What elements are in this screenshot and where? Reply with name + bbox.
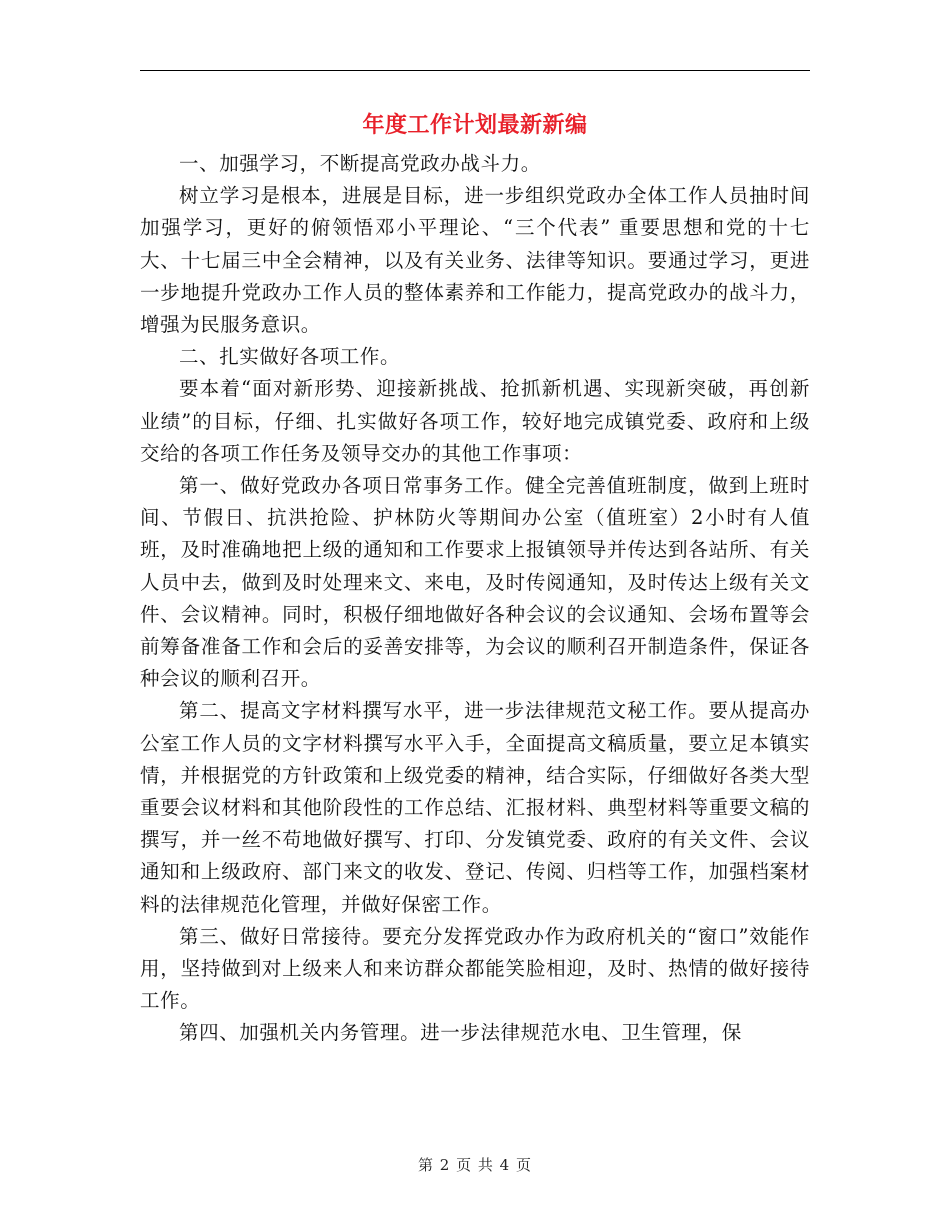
document-title: 年度工作计划最新新编 bbox=[362, 112, 588, 138]
document-body bbox=[140, 148, 810, 1050]
header-rule bbox=[140, 70, 810, 71]
paragraph-item-1: 第一、做好党政办各项日常事务工作。健全完善值班制度，做到上班时间、节假日、抗洪抢险、护林防火等期间办公室（值班室）2小时有人值班，及时准确地把上级的通知和工作要求上报镇领导并传达到各站所、有关人员中去，做到及时处理来文、来电，及时传阅通知，及时传达上级有关文件、会议精神。同时，积极仔细地做好各种会议的会议通知、会场布置等会前筹备准备工作和会后的妥善安排等，为会议的顺利召开制造条件，保证各种会议的顺利召开。 bbox=[140, 474, 810, 691]
section-heading-2: 二、扎实做好各项工作。 bbox=[179, 345, 401, 369]
paragraph-item-2: 第二、提高文字材料撰写水平，进一步法律规范文秘工作。要从提高办公室工作人员的文字材料撰写水平入手，全面提高文稿质量，要立足本镇实情，并根据党的方针政策和上级党委的精神，结合实际，仔细做好各类大型重要会议材料和其他阶段性的工作总结、汇报材料、典型材料等重要文稿的撰写，并一丝不苟地做好撰写、打印、分发镇党委、政府的有关文件、会议通知和上级政府、部门来文的收发、登记、传阅、归档等工作，加强档案材料的法律规范化管理，并做好保密工作。 bbox=[140, 699, 810, 916]
section-heading-1: 一、加强学习，不断提高党政办战斗力。 bbox=[179, 152, 541, 175]
paragraph-item-3: 第三、做好日常接待。要充分发挥党政办作为政府机关的“窗口”效能作用，坚持做到对上级来人和来访群众都能笑脸相迎，及时、热情的做好接待工作。 bbox=[140, 924, 810, 1013]
paragraph-item-4: 第四、加强机关内务管理。进一步法律规范水电、卫生管理，保 bbox=[179, 1021, 742, 1045]
page-footer: 第 2 页 共 4 页 bbox=[418, 1156, 532, 1174]
paragraph-study: 树立学习是根本，进展是目标，进一步组织党政办全体工作人员抽时间加强学习，更好的俯领悟邓小平理论、“三个代表” 重要思想和党的十七大、十七届三中全会精神，以及有关业务、法律等知识。要通过学习，更进一步地提升党政办工作人员的整体素养和工作能力，提高党政办的战斗力，增强为民服务意识。 bbox=[140, 184, 810, 337]
paragraph-goals: 要本着“面对新形势、迎接新挑战、抢抓新机遇、实现新突破，再创新业绩”的目标，仔细、扎实做好各项工作，较好地完成镇党委、政府和上级交给的各项工作任务及领导交办的其他工作事项： bbox=[140, 377, 810, 465]
